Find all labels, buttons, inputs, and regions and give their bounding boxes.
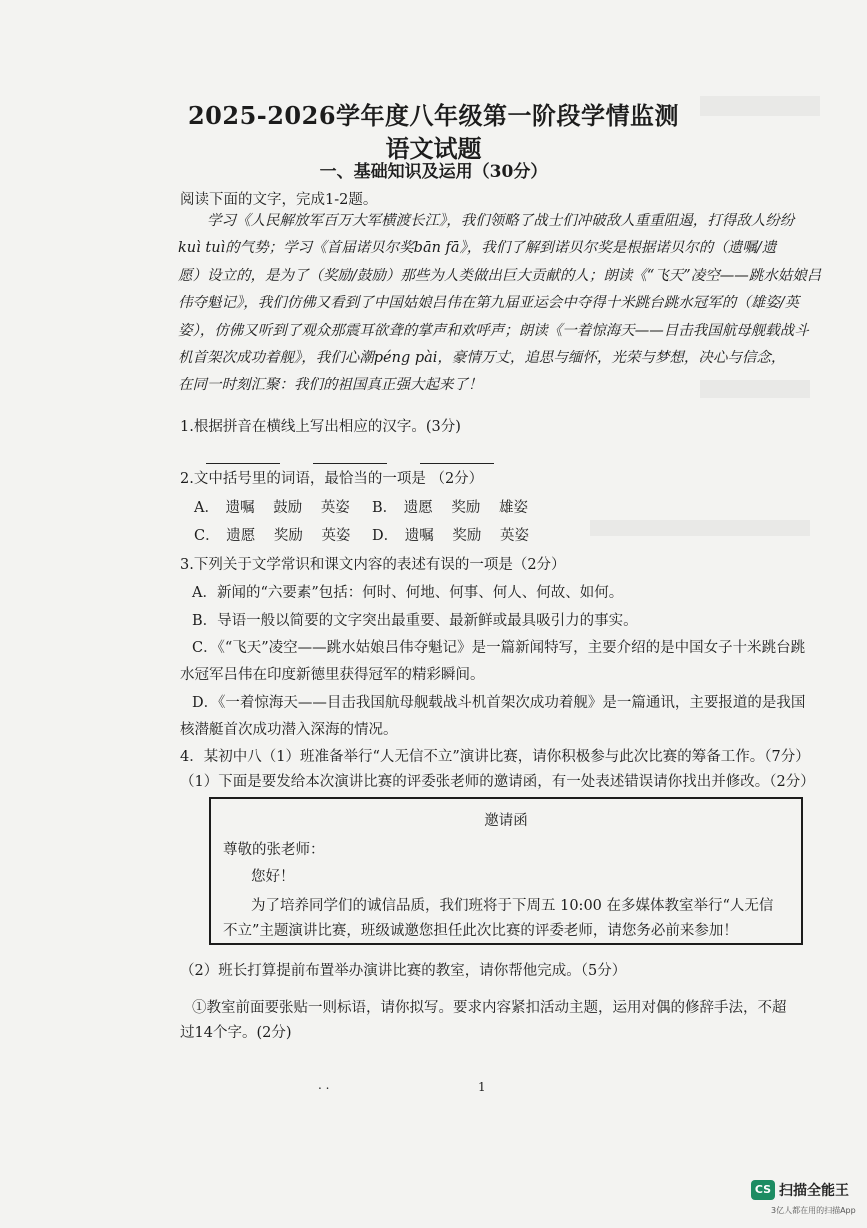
- letter-salutation: 尊敬的张老师：: [223, 842, 325, 858]
- option-word: 遗愿: [226, 528, 256, 544]
- q3-option-a[interactable]: A．新闻的“六要素”包括：何时、何地、何事、何人、何故、如何。: [192, 585, 624, 601]
- option-word: 雄姿: [498, 500, 528, 516]
- option-word: 英姿: [320, 500, 350, 516]
- passage-line: 在同一时刻汇聚：我们的祖国真正强大起来了！: [178, 377, 483, 394]
- passage-line: 伟夺魁记》，我们仿佛又看到了中国姑娘吕伟在第九届亚运会中夺得十米跳台跳水冠军的（雄姿/英: [178, 295, 800, 312]
- q3-option-c[interactable]: C．《“飞天”凌空——跳水姑娘吕伟夺魁记》是一篇新闻特写，主要介绍的是中国女子十米跳台跳: [192, 640, 806, 656]
- letter-greeting: 您好！: [251, 869, 295, 885]
- q2-option-a[interactable]: [194, 496, 350, 517]
- q4-item-1-cont: 过14个字。(2分): [180, 1025, 292, 1041]
- option-letter: C．: [194, 528, 220, 544]
- answer-blank[interactable]: [206, 455, 280, 464]
- camscanner-tagline: 3亿人都在用的扫描App: [771, 1206, 856, 1215]
- q4-sub-1: （1）下面是要发给本次演讲比赛的评委张老师的邀请函，有一处表述错误请你找出并修改。（2分）: [180, 774, 815, 790]
- option-word: 遗愿: [403, 500, 433, 516]
- question-3: 3.下列关于文学常识和课文内容的表述有误的一项是（2分）: [180, 557, 566, 573]
- q3-option-c-cont: 水冠军吕伟在印度新德里获得冠军的精彩瞬间。: [180, 667, 485, 683]
- invitation-letter: [209, 797, 803, 945]
- q3-option-b[interactable]: B．导语一般以简要的文字突出最重要、最新鲜或最具吸引力的事实。: [192, 613, 638, 629]
- option-word: 奖励: [452, 528, 482, 544]
- question-1: 1.根据拼音在横线上写出相应的汉字。(3分): [180, 419, 461, 435]
- q2-option-c[interactable]: [194, 524, 350, 545]
- q4-sub-2: （2）班长打算提前布置举办演讲比赛的教室，请你帮他完成。（5分）: [180, 963, 627, 979]
- option-letter: D．: [372, 528, 399, 544]
- answer-blank[interactable]: [420, 455, 494, 464]
- option-letter: B．: [372, 500, 398, 516]
- letter-body-line: 不立”主题演讲比赛，班级诚邀您担任此次比赛的评委老师，请您务必前来参加！: [223, 923, 738, 939]
- question-2: 2.文中括号里的词语，最恰当的一项是 （2分）: [180, 471, 484, 487]
- option-word: 英姿: [321, 528, 351, 544]
- camscanner-logo-icon: CS: [751, 1180, 775, 1200]
- reading-intro: 阅读下面的文字，完成1-2题。: [180, 192, 378, 208]
- letter-title: 邀请函: [484, 813, 528, 829]
- scan-dots: . .: [318, 1078, 330, 1092]
- option-word: 奖励: [273, 528, 303, 544]
- option-word: 英姿: [499, 528, 529, 544]
- letter-body-line: 为了培养同学们的诚信品质，我们班将于下周五 10:00 在多媒体教室举行“人无信: [251, 898, 774, 914]
- passage-line: 姿），仿佛又听到了观众那震耳欲聋的掌声和欢呼声；朗读《一着惊海天——目击我国航母舰载战斗: [178, 322, 809, 339]
- exam-title: 2025-2026学年度八年级第一阶段学情监测: [187, 101, 680, 130]
- exam-subtitle: 语文试题: [385, 134, 482, 163]
- scan-smudge: [590, 520, 810, 536]
- section-heading: 一、基础知识及运用（30分）: [319, 162, 548, 182]
- passage-line: kuì tuì的气势；学习《首届诺贝尔奖bān fā》，我们了解到诺贝尔奖是根据诺贝尔的（遗嘱/遗: [178, 240, 777, 257]
- option-letter: A．: [194, 500, 219, 516]
- q2-option-d[interactable]: [372, 524, 529, 545]
- q3-option-d[interactable]: D．《一着惊海天——目击我国航母舰载战斗机首架次成功着舰》是一篇通讯，主要报道的是我国: [192, 695, 806, 711]
- passage-line: 愿）设立的，是为了（奖励/鼓励）那些为人类做出巨大贡献的人；朗读《“飞天”凌空——跳水姑娘吕: [178, 267, 822, 284]
- page-number: 1: [478, 1080, 486, 1094]
- option-word: 奖励: [451, 500, 481, 516]
- passage-line: 机首架次成功着舰》，我们心潮péng pài，豪情万丈，追思与缅怀，光荣与梦想，决心与信念，: [178, 350, 786, 367]
- passage-line: 学习《人民解放军百万大军横渡长江》，我们领略了战士们冲破敌人重重阻遏，打得敌人纷纷: [207, 213, 795, 229]
- answer-blanks: [206, 449, 522, 468]
- option-word: 遗嘱: [225, 500, 255, 516]
- question-4: 4．某初中八（1）班准备举行“人无信不立”演讲比赛，请你积极参与此次比赛的筹备工作。（7分）: [180, 749, 810, 765]
- q3-option-d-cont: 核潜艇首次成功潜入深海的情况。: [180, 722, 398, 738]
- q4-item-1: ①教室前面要张贴一则标语，请你拟写。要求内容紧扣活动主题，运用对偶的修辞手法，不超: [192, 1000, 787, 1016]
- option-word: 鼓励: [273, 500, 303, 516]
- q2-option-b[interactable]: [372, 496, 528, 517]
- answer-blank[interactable]: [313, 455, 387, 464]
- reading-passage: [178, 208, 822, 400]
- camscanner-brand: 扫描全能王: [779, 1183, 849, 1199]
- option-word: 遗嘱: [404, 528, 434, 544]
